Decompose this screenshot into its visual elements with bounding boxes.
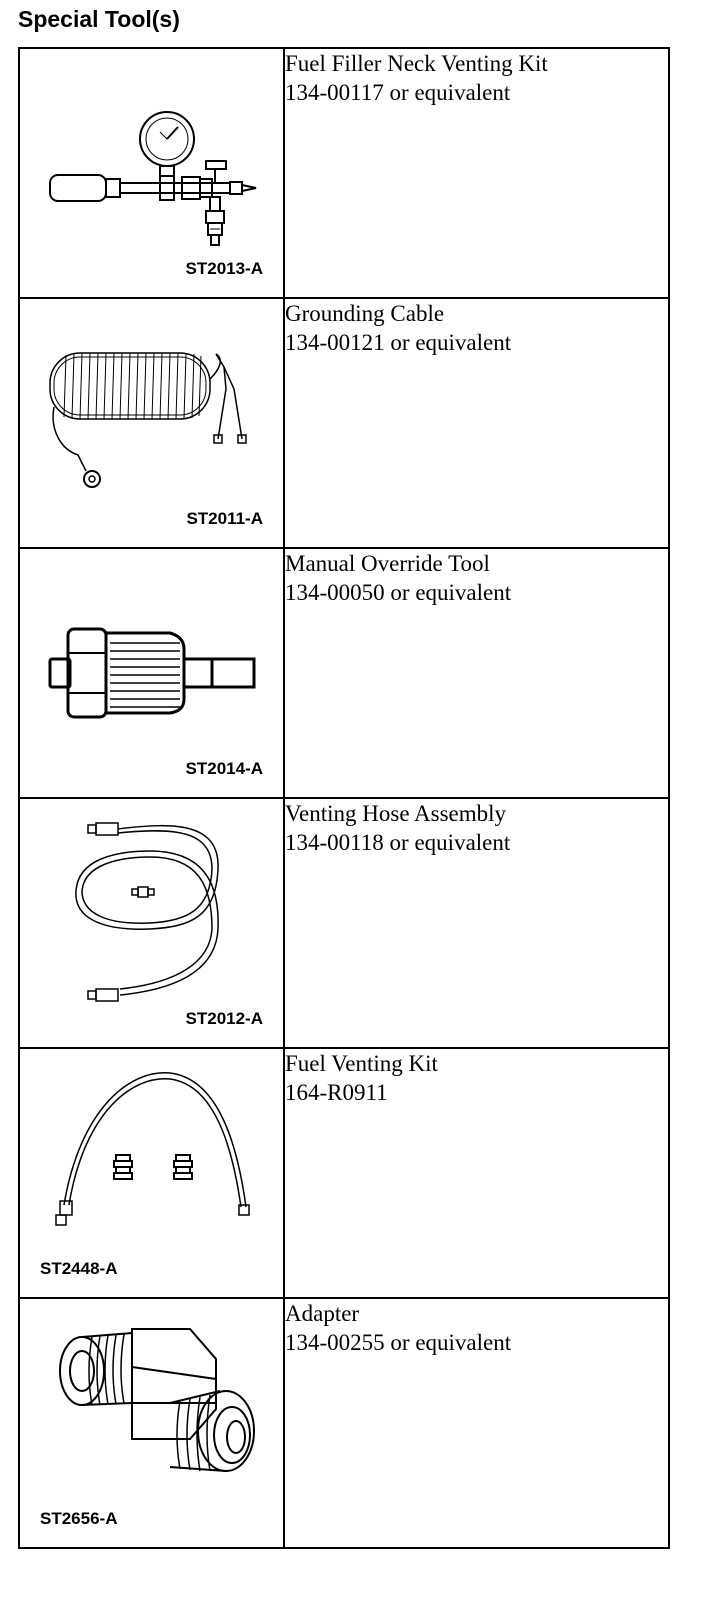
tool-name: Fuel Venting Kit — [285, 1051, 438, 1076]
tool-code: ST2011-A — [186, 509, 263, 528]
table-row — [19, 48, 669, 298]
tool-illustration-cell — [19, 798, 284, 1048]
table-row — [19, 1298, 669, 1548]
tool-illustration-cell — [19, 298, 284, 548]
tool-part-number: 134-00121 or equivalent — [285, 330, 512, 355]
tool-description-cell — [284, 548, 669, 798]
tool-code: ST2014-A — [185, 759, 263, 778]
tool-code: ST2448-A — [40, 1259, 118, 1278]
tool-name: Fuel Filler Neck Venting Kit — [285, 51, 548, 76]
tool-name: Venting Hose Assembly — [285, 801, 507, 826]
tool-illustration-cell — [19, 548, 284, 798]
tool-illustration-cell — [19, 48, 284, 298]
table-row — [19, 548, 669, 798]
tool-part-number: 164-R0911 — [285, 1080, 388, 1105]
tool-code: ST2656-A — [40, 1509, 118, 1528]
special-tools-table — [18, 47, 670, 1549]
tool-description-cell — [284, 48, 669, 298]
tool-part-number: 134-00117 or equivalent — [285, 80, 511, 105]
tool-part-number: 134-00255 or equivalent — [285, 1330, 512, 1355]
tool-code: ST2012-A — [185, 1009, 263, 1028]
page-title: Special Tool(s) — [18, 6, 180, 32]
tool-description-cell — [284, 798, 669, 1048]
tool-description-cell — [284, 1298, 669, 1548]
tool-part-number: 134-00118 or equivalent — [285, 830, 511, 855]
tool-name: Grounding Cable — [285, 301, 445, 326]
tool-name: Adapter — [285, 1301, 360, 1326]
table-row — [19, 298, 669, 548]
tool-illustration-cell — [19, 1298, 284, 1548]
table-row — [19, 1048, 669, 1298]
tool-part-number: 134-00050 or equivalent — [285, 580, 512, 605]
tool-code: ST2013-A — [185, 259, 263, 278]
tool-description-cell — [284, 298, 669, 548]
tool-illustration-cell — [19, 1048, 284, 1298]
table-row — [19, 798, 669, 1048]
tool-name: Manual Override Tool — [285, 551, 490, 576]
tool-description-cell — [284, 1048, 669, 1298]
